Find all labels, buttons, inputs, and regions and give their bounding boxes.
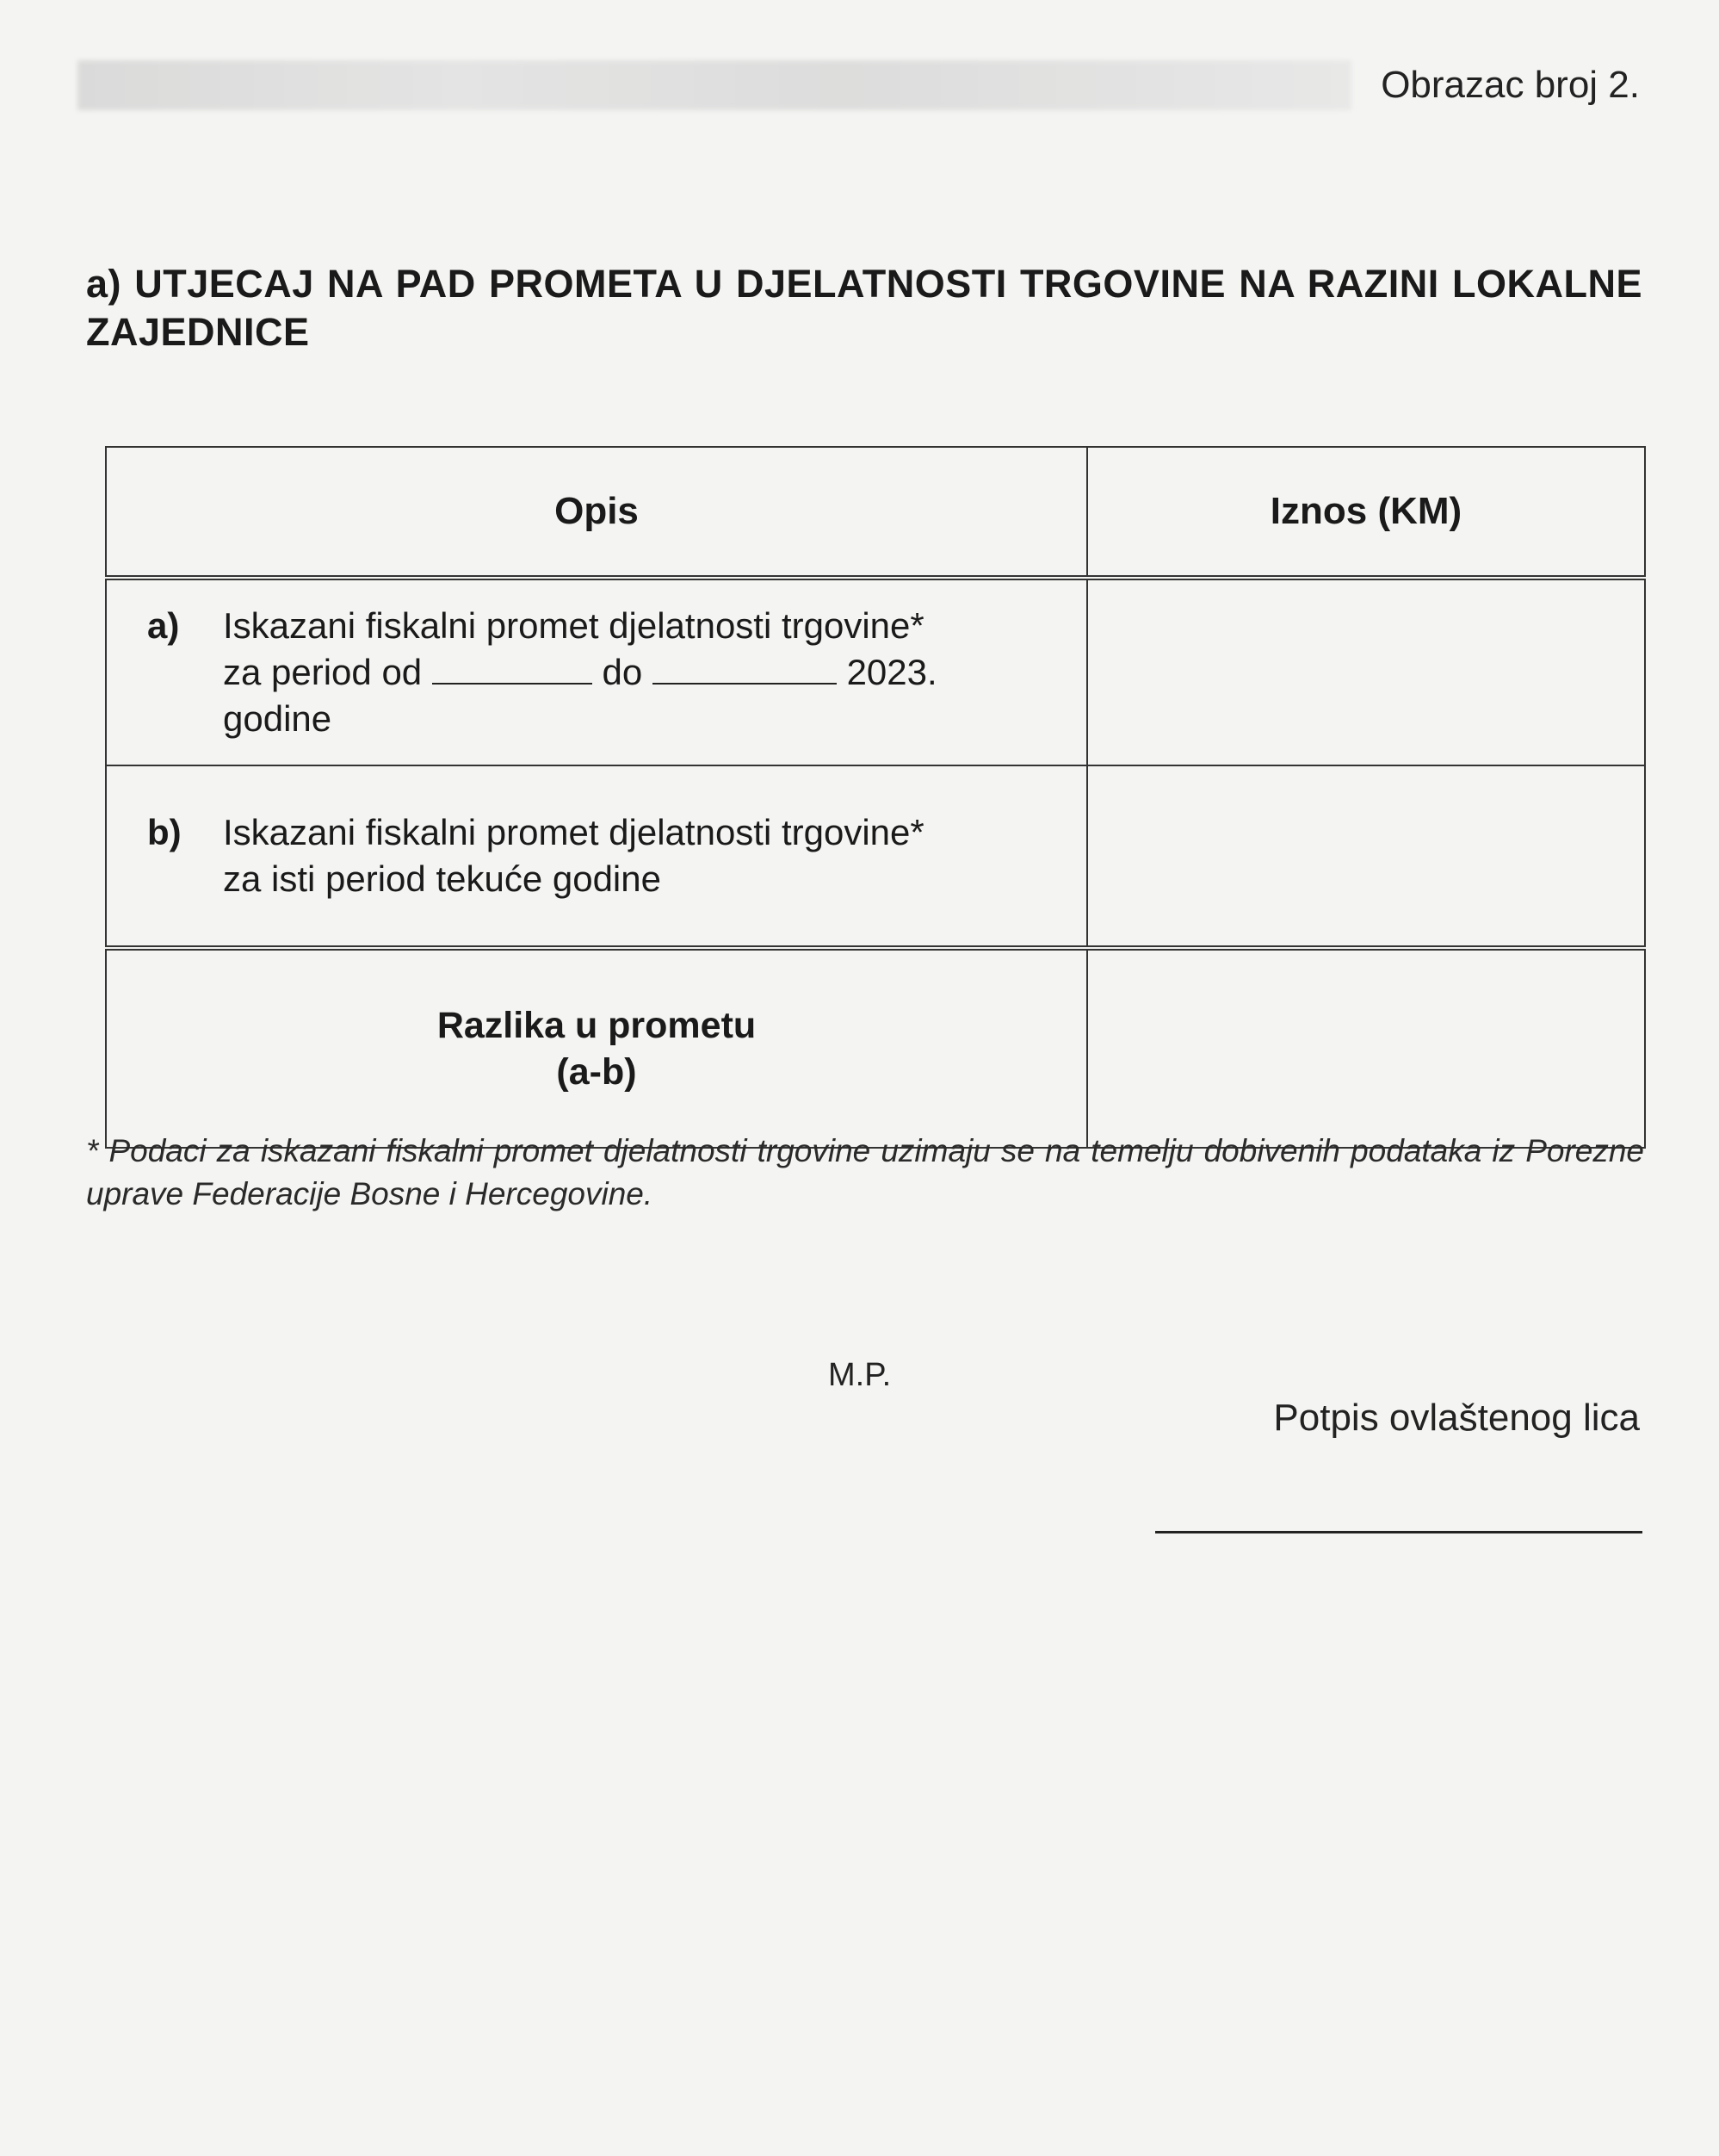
row-a-period-prefix: za period od	[223, 652, 423, 692]
row-a-text-line1: Iskazani fiskalni promet djelatnosti trgovine*	[223, 605, 924, 646]
row-b-description	[106, 765, 1087, 948]
section-heading: a) UTJECAJ NA PAD PROMETA U DJELATNOSTI TRGOVINE NA RAZINI LOKALNE ZAJEDNICE	[86, 262, 1642, 354]
scan-artifact-strip	[77, 60, 1351, 110]
row-b-label: b)	[147, 812, 182, 852]
footnote: * Podaci za iskazani fiskalni promet djelatnosti trgovine uzimaju se na temelju dobivenih podataka iz Porezne uprave Federacije Bosne i Hercegovine.	[86, 1133, 1644, 1211]
row-a-label: a)	[147, 605, 180, 646]
period-from-blank[interactable]	[432, 650, 592, 685]
column-header-iznos: Iznos (KM)	[1087, 447, 1645, 578]
signature-line[interactable]	[1155, 1531, 1642, 1533]
turnover-table	[105, 446, 1646, 1149]
row-b-amount-cell[interactable]	[1087, 765, 1645, 948]
table-row-a	[106, 578, 1645, 765]
form-number: Obrazac broj 2.	[1381, 64, 1640, 106]
table-row-b	[106, 765, 1645, 948]
total-amount-cell[interactable]	[1087, 948, 1645, 1148]
row-a-amount-cell[interactable]	[1087, 578, 1645, 765]
signature-label: Potpis ovlaštenog lica	[1273, 1397, 1640, 1439]
row-a-period-middle: do	[602, 652, 643, 692]
total-label-line2: (a-b)	[556, 1051, 637, 1093]
table-header-row	[106, 447, 1645, 578]
row-a-period-year: 2023.	[846, 652, 937, 692]
row-b-text-line1: Iskazani fiskalni promet djelatnosti trgovine*	[223, 812, 924, 852]
column-header-opis: Opis	[106, 447, 1087, 578]
total-description	[106, 948, 1087, 1148]
row-b-text-line2: za isti period tekuće godine	[223, 858, 661, 899]
period-to-blank[interactable]	[652, 650, 837, 685]
row-a-description	[106, 578, 1087, 765]
stamp-label: M.P.	[828, 1357, 892, 1393]
total-label-line1: Razlika u prometu	[436, 1005, 757, 1046]
table-row-total	[106, 948, 1645, 1148]
row-a-text-line3: godine	[223, 698, 332, 739]
